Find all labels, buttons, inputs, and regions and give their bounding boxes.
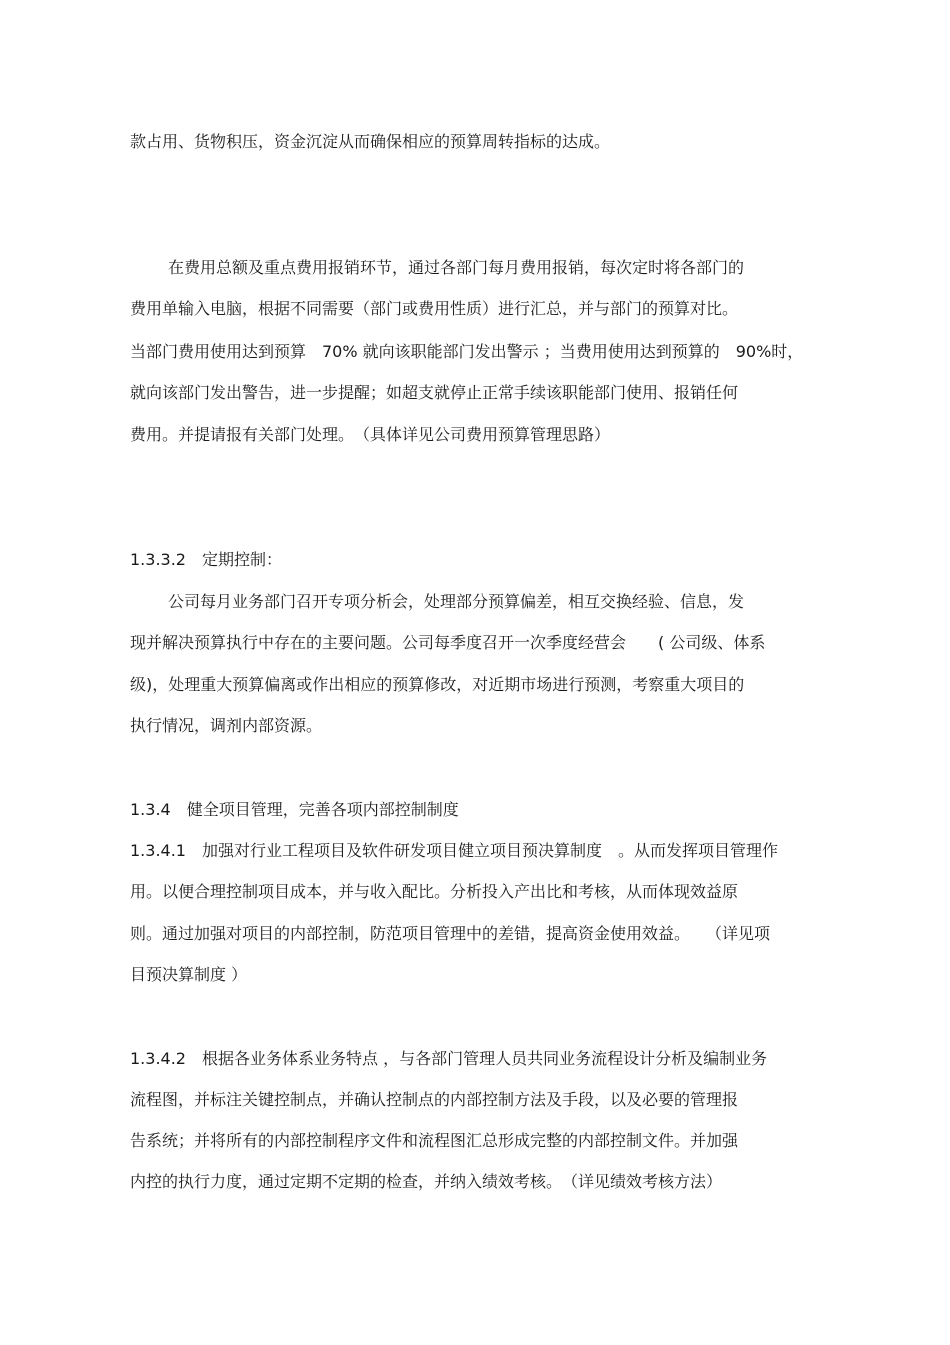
paragraph-line: 级)，处理重大预算偏离或作出相应的预算修改，对近期市场进行预测，考察重大项目的 — [130, 675, 745, 694]
paragraph-line: 流程图，并标注关键控制点，并确认控制点的内部控制方法及手段，以及必要的管理报 — [130, 1090, 739, 1109]
section-heading: 1.3.3.2 定期控制： — [130, 550, 282, 569]
paragraph-line: 内控的执行力度，通过定期不定期的检查，并纳入绩效考核。 （详见绩效考核方法） — [130, 1172, 723, 1191]
paragraph-line: 就向该部门发出警告，进一步提醒；如超支就停止正常手续该职能部门使用、报销任何 — [130, 383, 739, 402]
paragraph-line: 1.3.4.1 加强对行业工程项目及软件研发项目健立项目预决算制度 。从而发挥项目管理作 — [130, 841, 778, 860]
paragraph-line: 目预决算制度 ） — [130, 965, 248, 984]
paragraph-line: 则。通过加强对项目的内部控制，防范项目管理中的差错，提高资金使用效益。 （详见项 — [130, 924, 771, 943]
paragraph-line: 在费用总额及重点费用报销环节，通过各部门每月费用报销，每次定时将各部门的 — [168, 258, 745, 277]
paragraph-line: 费用。并提请报有关部门处理。 （具体详见公司费用预算管理思路） — [130, 425, 611, 444]
paragraph-line: 告系统；并将所有的内部控制程序文件和流程图汇总形成完整的内部控制文件。并加强 — [130, 1131, 739, 1150]
paragraph-line: 费用单输入电脑，根据不同需要（部门或费用性质）进行汇总，并与部门的预算对比。 — [130, 299, 739, 318]
section-heading: 1.3.4 健全项目管理，完善各项内部控制制度 — [130, 800, 459, 819]
paragraph-line: 当部门费用使用达到预算 70% 就向该职能部门发出警示 ；当费用使用达到预算的 90%时， — [130, 342, 804, 361]
paragraph-line: 用。以便合理控制项目成本，并与收入配比。分析投入产出比和考核，从而体现效益原 — [130, 882, 739, 901]
paragraph-line: 款占用、货物积压，资金沉淀从而确保相应的预算周转指标的达成。 — [130, 132, 611, 151]
paragraph-line: 现并解决预算执行中存在的主要问题。公司每季度召开一次季度经营会 ( 公司级、体系 — [130, 633, 766, 652]
paragraph-line: 公司每月业务部门召开专项分析会，处理部分预算偏差，相互交换经验、信息，发 — [168, 592, 745, 611]
paragraph-line: 执行情况，调剂内部资源。 — [130, 716, 323, 735]
paragraph-line: 1.3.4.2 根据各业务体系业务特点 ，与各部门管理人员共同业务流程设计分析及编制业务 — [130, 1049, 768, 1068]
